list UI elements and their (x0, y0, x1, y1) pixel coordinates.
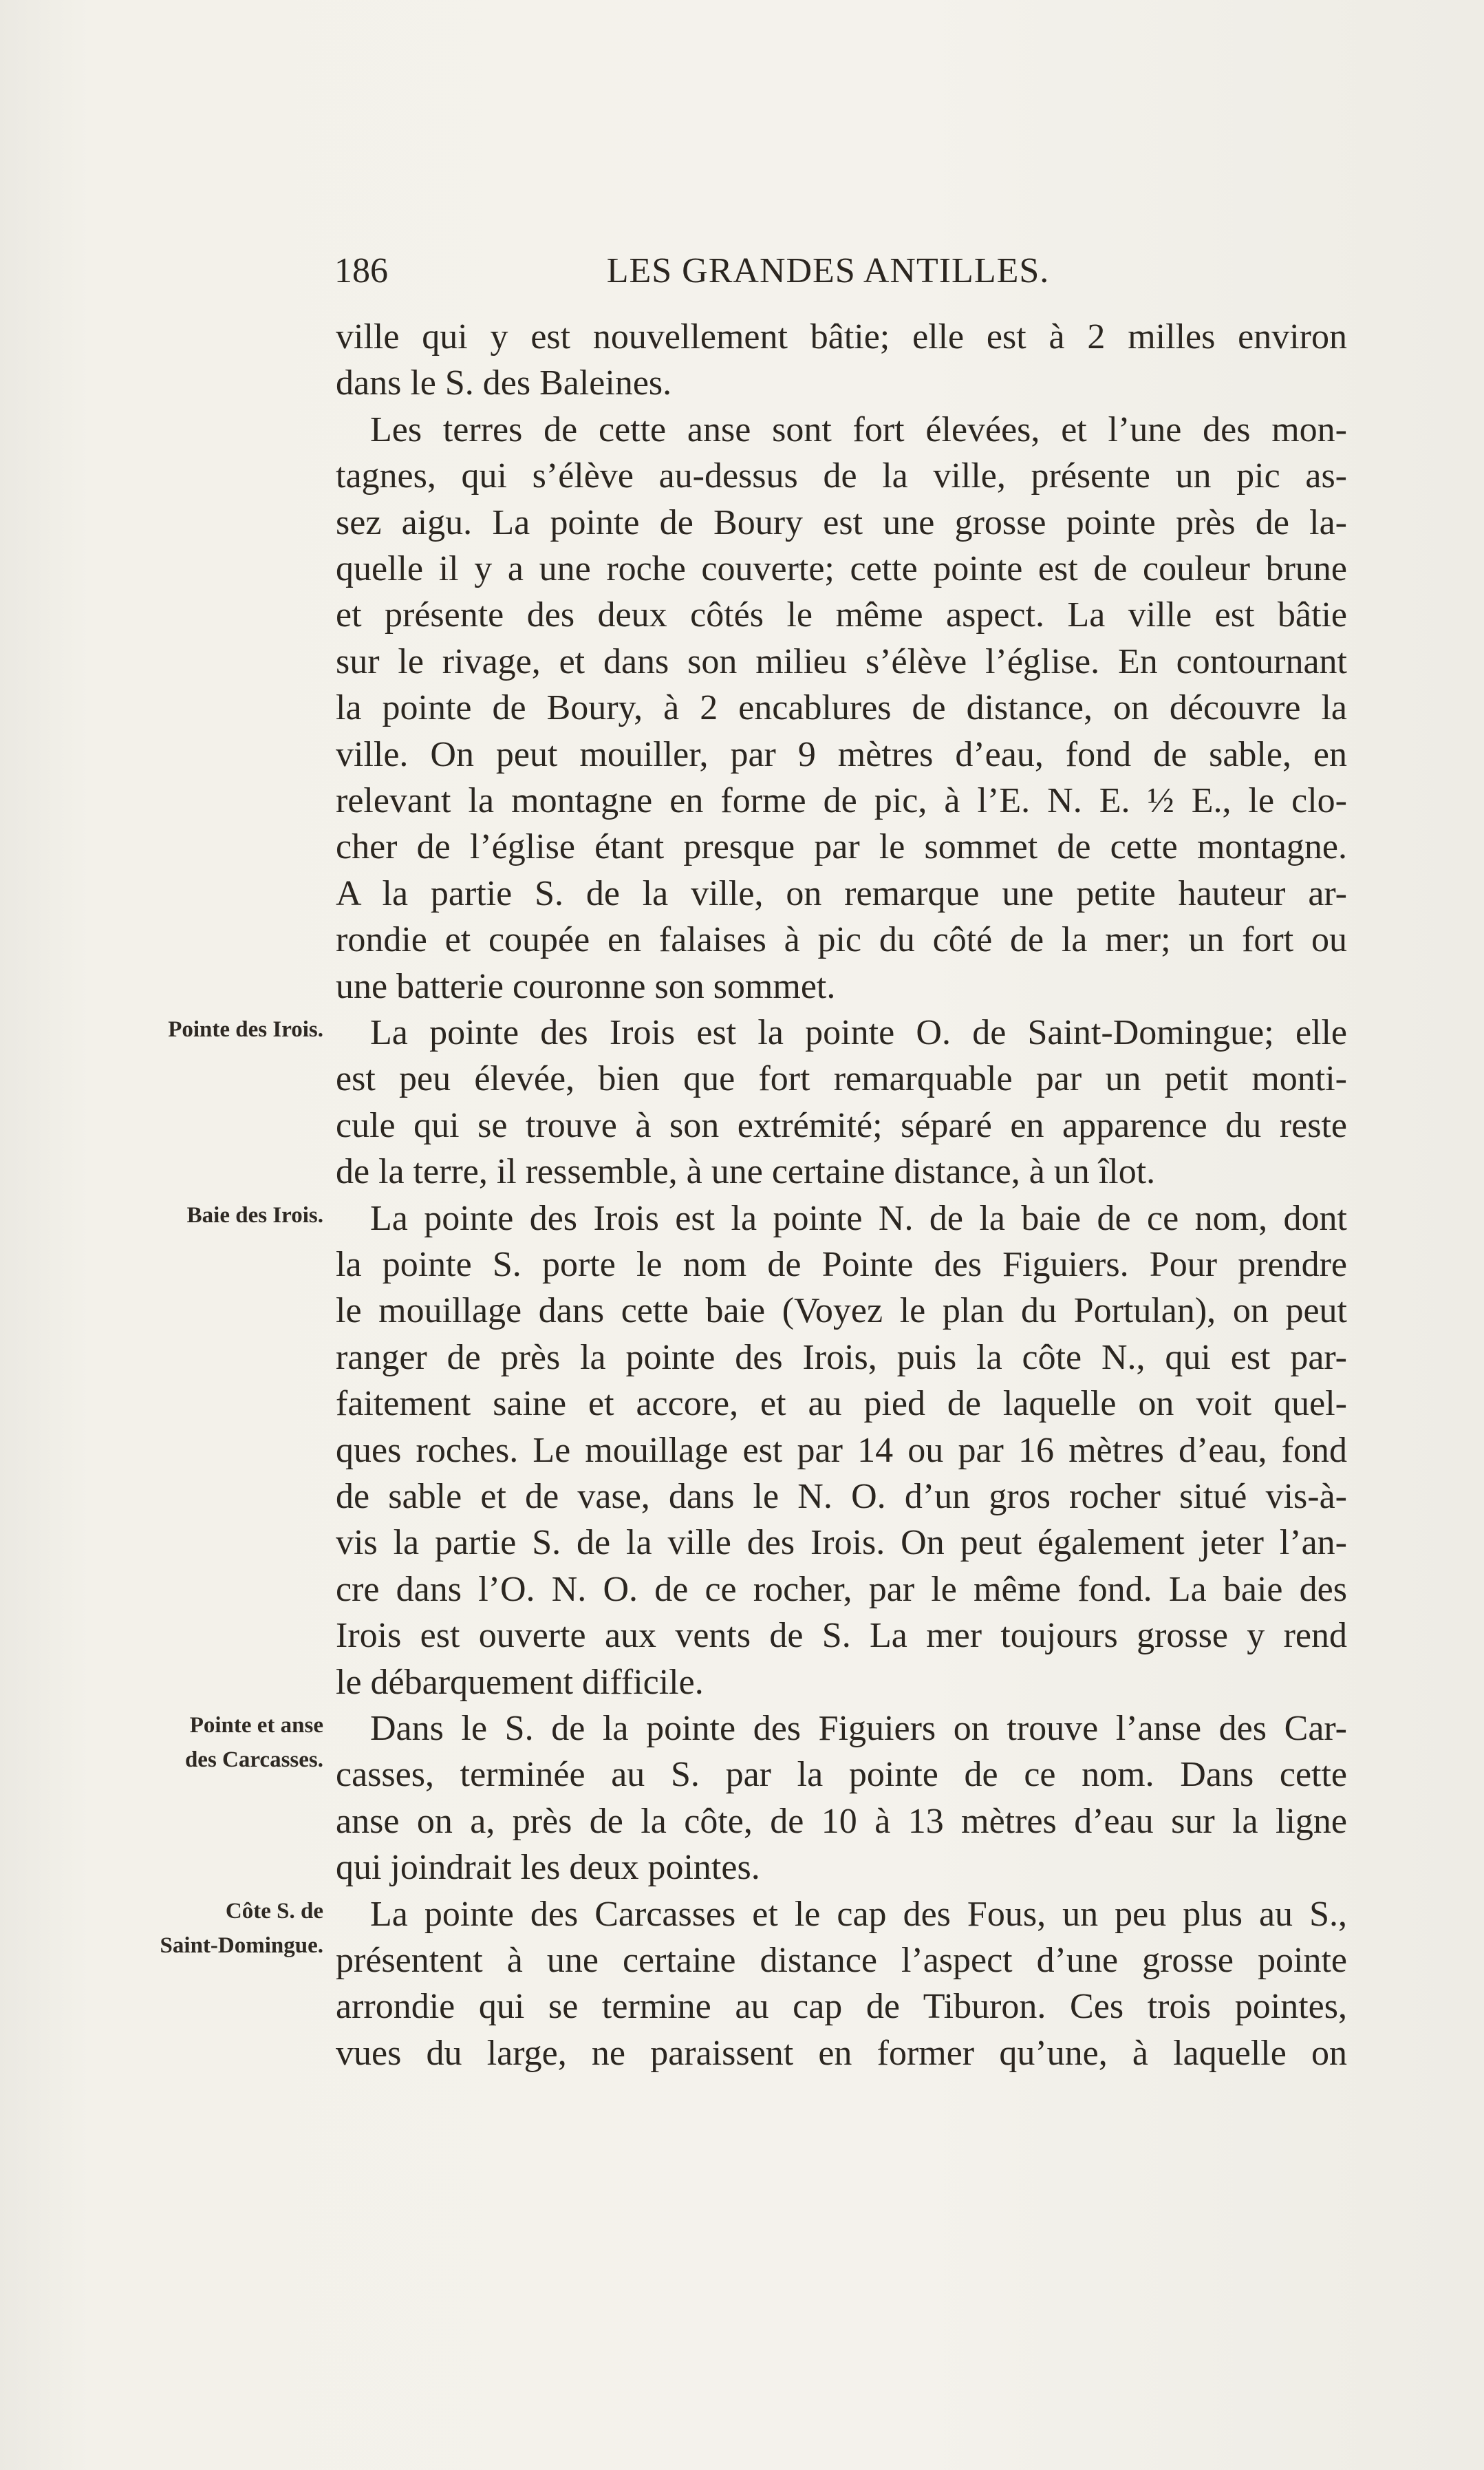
text-line (336, 732, 1347, 778)
text-line-content: Les terres de cette anse sont fort élevées, et l’une des mon- (370, 409, 1347, 449)
text-line (336, 500, 1347, 546)
text-line (370, 1010, 1347, 1056)
text-line (336, 1381, 1347, 1427)
text-line (336, 685, 1347, 732)
text-line (336, 1427, 1347, 1474)
text-line-content: ques roches. Le mouillage est par 14 ou par 16 mètres d’eau, fond (336, 1430, 1347, 1470)
text-line (336, 871, 1347, 917)
text-line (336, 1612, 1347, 1659)
text-line (336, 546, 1347, 593)
text-line (336, 1983, 1347, 2030)
text-line-content: ranger de près la pointe des Irois, puis la côte N., qui est par- (336, 1337, 1347, 1377)
text-line (336, 1520, 1347, 1566)
text-line (336, 1937, 1347, 1984)
text-line (336, 1334, 1347, 1381)
text-line-content: cule qui se trouve à son extrémité; séparé en apparence du reste (336, 1105, 1347, 1145)
text-line (370, 1705, 1347, 1752)
margin-note: Pointe et anse (189, 1713, 323, 1738)
text-line-content: la pointe de Boury, à 2 encablures de distance, on découvre la (336, 688, 1347, 728)
margin-note: Pointe des Irois. (168, 1017, 323, 1042)
running-title: LES GRANDES ANTILLES. (606, 251, 1050, 290)
page-number: 186 (334, 251, 388, 290)
text-line-content: casses, terminée au S. par la pointe de ce nom. Dans cette (336, 1755, 1347, 1795)
margin-note: Baie des Irois. (186, 1202, 323, 1228)
text-line (336, 639, 1347, 685)
text-line-content: Irois est ouverte aux vents de S. La mer toujours grosse y rend (336, 1616, 1347, 1656)
text-line-content: est peu élevée, bien que fort remarquable par un petit monti- (336, 1059, 1347, 1099)
text-line-content: la pointe S. porte le nom de Pointe des Figuiers. Pour prendre (336, 1245, 1347, 1284)
text-line (336, 1566, 1347, 1613)
text-line-content: cher de l’église étant presque par le sommet de cette montagne. (336, 827, 1347, 867)
text-line-content: anse on a, près de la côte, de 10 à 13 mètres d’eau sur la ligne (336, 1801, 1347, 1841)
text-line-content: La pointe des Irois est la pointe N. de la baie de ce nom, dont (370, 1198, 1347, 1238)
text-line-content: présentent à une certaine distance l’aspect d’une grosse pointe (336, 1941, 1347, 1980)
text-line (336, 1242, 1347, 1288)
text-line-content: le mouillage dans cette baie (Voyez le plan du Portulan), on peut (336, 1291, 1347, 1331)
margin-note: Côte S. de (225, 1898, 323, 1924)
text-line (336, 963, 1347, 1010)
text-line-content: A la partie S. de la ville, on remarque une petite hauteur ar- (336, 873, 1347, 913)
text-line (336, 1798, 1347, 1845)
text-line-content: le débarquement difficile. (336, 1662, 704, 1702)
text-line (336, 360, 1347, 407)
text-line-content: vis la partie S. de la ville des Irois. On peut également jeter l’an- (336, 1523, 1347, 1563)
text-line-content: qui joindrait les deux pointes. (336, 1848, 760, 1888)
text-line-content: relevant la montagne en forme de pic, à l’E. N. E. ½ E., le clo- (336, 781, 1347, 820)
text-line-content: cre dans l’O. N. O. de ce rocher, par le même fond. La baie des (336, 1569, 1347, 1609)
text-line (336, 314, 1347, 361)
text-line-content: faitement saine et accore, et au pied de laquelle on voit quel- (336, 1384, 1347, 1424)
text-line-content: et présente des deux côtés le même aspect. La ville est bâtie (336, 595, 1347, 635)
text-line-content: Dans le S. de la pointe des Figuiers on trouve l’anse des Car- (370, 1709, 1347, 1748)
text-line (336, 917, 1347, 963)
text-line (336, 2030, 1347, 2077)
text-line-content: ville. On peut mouiller, par 9 mètres d’eau, fond de sable, en (336, 734, 1347, 774)
text-line-content: une batterie couronne son sommet. (336, 966, 836, 1006)
text-line-content: sez aigu. La pointe de Boury est une grosse pointe près de la- (336, 502, 1347, 542)
text-line (370, 407, 1347, 454)
text-line (336, 824, 1347, 871)
text-line (336, 453, 1347, 500)
text-line-content: vues du large, ne paraissent en former qu’une, à laquelle on (336, 2033, 1347, 2073)
margin-note: des Carcasses. (184, 1747, 323, 1772)
text-line-content: La pointe des Irois est la pointe O. de Saint-Domingue; elle (370, 1013, 1347, 1052)
text-line (336, 1473, 1347, 1520)
text-line-content: ville qui y est nouvellement bâtie; elle est à 2 milles environ (336, 317, 1347, 356)
text-line-content: tagnes, qui s’élève au-dessus de la ville, présente un pic as- (336, 456, 1347, 496)
text-line (336, 778, 1347, 824)
margin-note: Saint-Domingue. (160, 1933, 323, 1958)
text-line (336, 1056, 1347, 1103)
text-line-content: dans le S. des Baleines. (336, 363, 672, 403)
text-line-content: arrondie qui se termine au cap de Tiburon. Ces trois pointes, (336, 1987, 1347, 2027)
text-line (336, 1149, 1347, 1195)
text-line (370, 1891, 1347, 1938)
text-line-content: de la terre, il ressemble, à une certaine distance, à un îlot. (336, 1152, 1156, 1192)
text-line (336, 592, 1347, 639)
text-line-content: quelle il y a une roche couverte; cette pointe est de couleur brune (336, 549, 1347, 588)
text-line (336, 1288, 1347, 1334)
text-line (336, 1103, 1347, 1149)
text-line (336, 1844, 1347, 1891)
text-line (336, 1752, 1347, 1798)
text-line (336, 1659, 1347, 1706)
text-line-content: de sable et de vase, dans le N. O. d’un gros rocher situé vis-à- (336, 1477, 1347, 1516)
text-line (370, 1195, 1347, 1242)
text-line-content: sur le rivage, et dans son milieu s’élève l’église. En contournant (336, 641, 1347, 681)
text-line-content: rondie et coupée en falaises à pic du côté de la mer; un fort ou (336, 920, 1347, 960)
text-line-content: La pointe des Carcasses et le cap des Fous, un peu plus au S., (370, 1894, 1347, 1934)
